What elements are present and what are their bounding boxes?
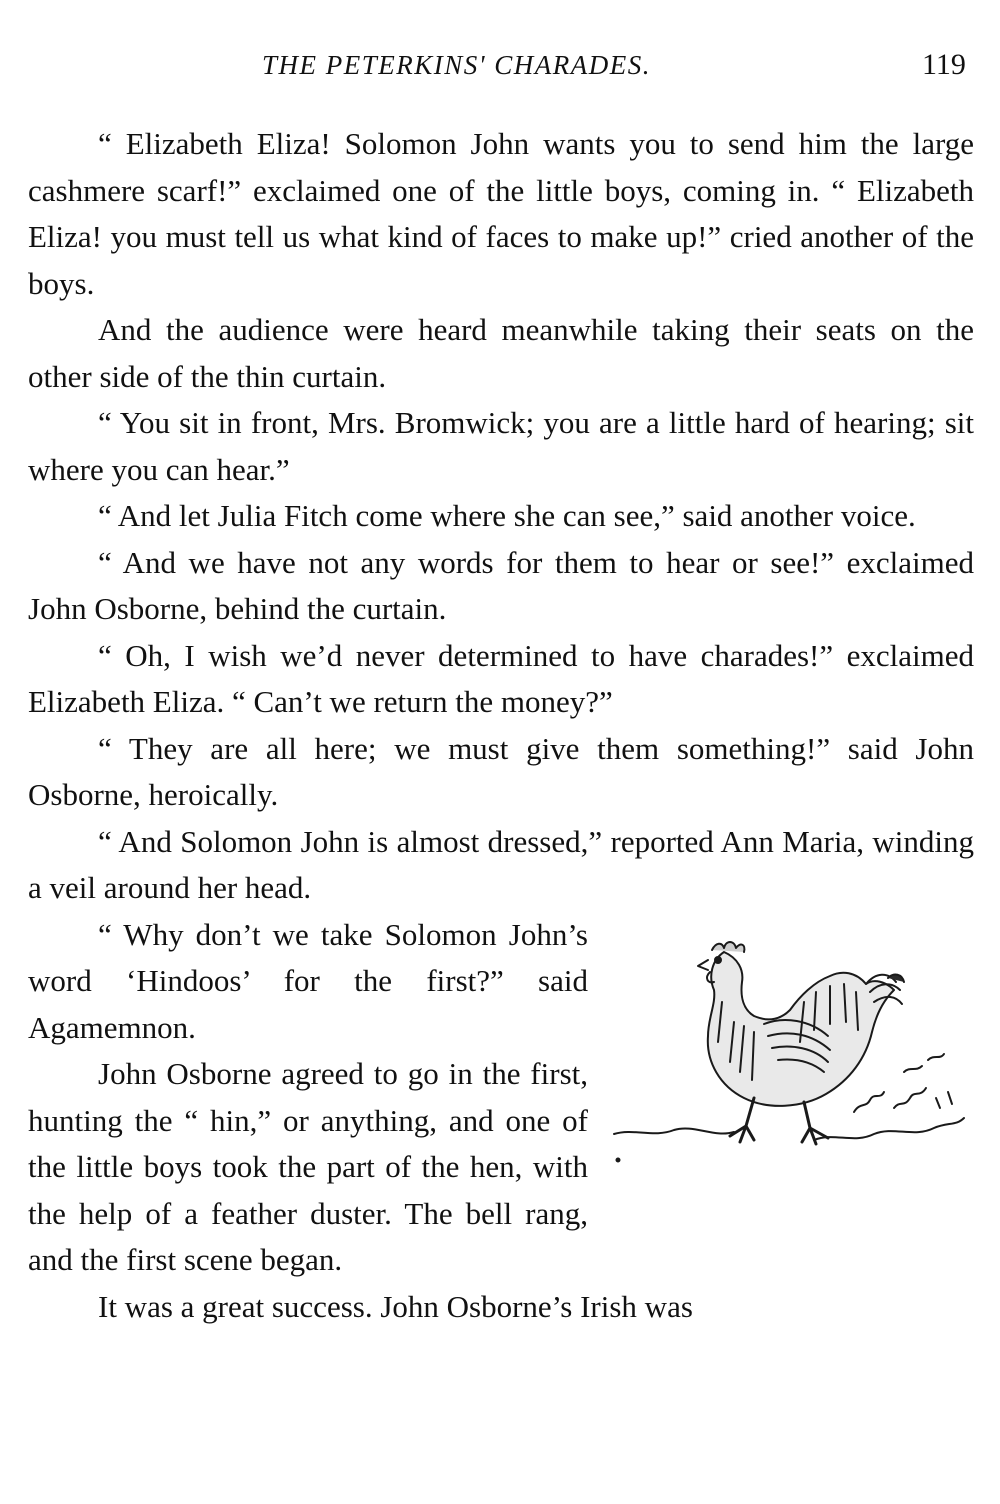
- running-title: THE PETERKINS' CHARADES.: [262, 50, 652, 80]
- paragraph: “ And Solomon John is almost dressed,” reported Ann Maria, winding a veil around her head.: [28, 823, 974, 905]
- paragraph: It was a great success. John Osborne’s Irish was: [98, 1288, 693, 1324]
- body-text: [28, 121, 974, 1330]
- paragraph: “ They are all here; we must give them something!” said John Osborne, heroically.: [28, 730, 974, 812]
- paragraph: “ Oh, I wish we’d never determined to have charades!” exclaimed Elizabeth Eliza. “ Can’t we return the money?”: [28, 637, 974, 719]
- paragraph: John Osborne agreed to go in the first, hunting the “ hin,” or anything, and one of the little boys took the part of the hen, with the help of a feather duster. The bell rang, and the first scene began.: [28, 1056, 588, 1277]
- paragraph: And the audience were heard meanwhile taking their seats on the other side of the thin curtain.: [28, 312, 974, 394]
- hen-illustration-icon: [604, 912, 974, 1212]
- paragraph: “ And let Julia Fitch come where she can see,” said another voice.: [98, 498, 916, 533]
- page-header: [0, 48, 1000, 88]
- paragraph: “ You sit in front, Mrs. Bromwick; you are a little hard of hearing; sit where you can hear.”: [28, 405, 974, 487]
- paragraph: “ Why don’t we take Solomon John’s word ‘Hindoos’ for the first?” said Agamemnon.: [28, 916, 588, 1045]
- paragraph: “ And we have not any words for them to hear or see!” exclaimed John Osborne, behind the curtain.: [28, 544, 974, 626]
- paragraph: “ Elizabeth Eliza! Solomon John wants you to send him the large cashmere scarf!” exclaimed one of the little boys, coming in. “ Elizabeth Eliza! you must tell us what kind of faces to make up!” cried another of the boys.: [28, 126, 974, 301]
- page-number: 119: [922, 48, 966, 81]
